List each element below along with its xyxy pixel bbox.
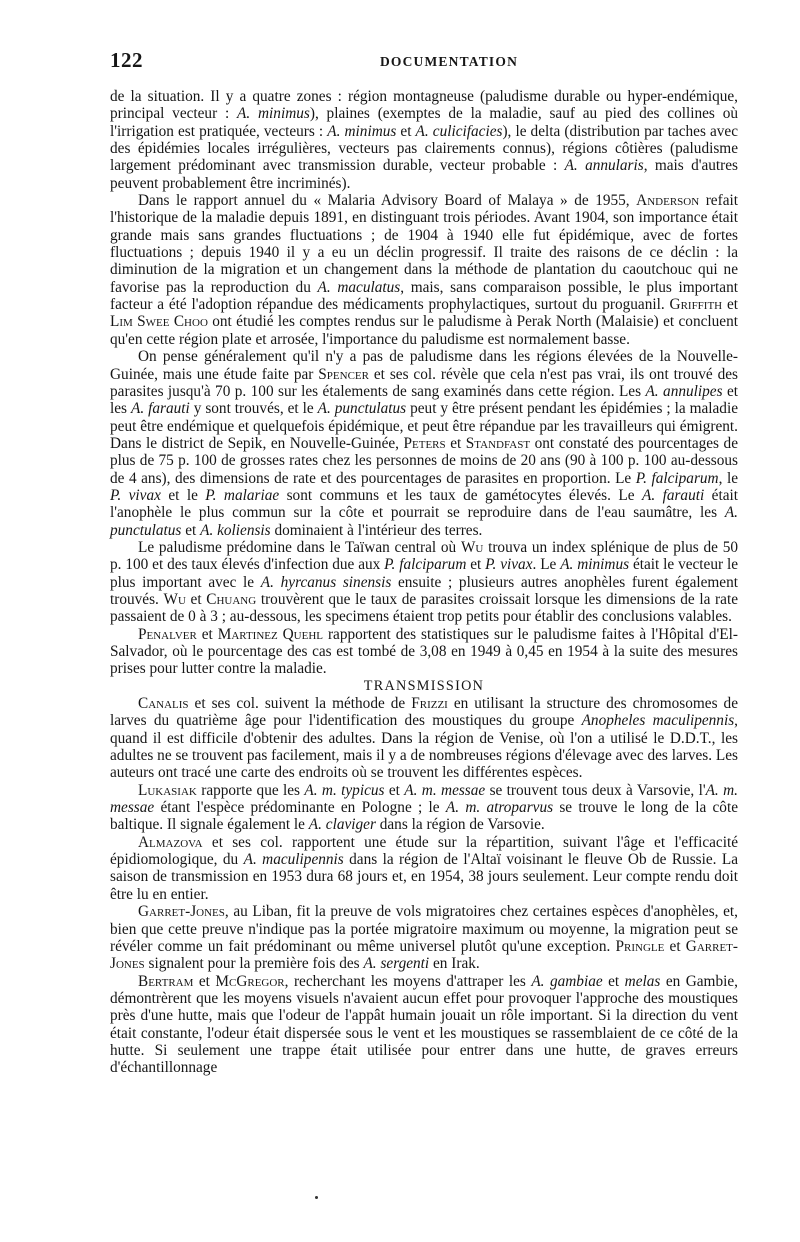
paragraph: Canalis et ses col. suivent la méthode de Frizzi en utilisant la structure des chromosomes de larves du quatrième âge pour l'identification des moustiques du groupe Anopheles maculipennis, quand il est difficile d'obtenir des adultes. Dans la région de Venise, où l'on a utilisé le D.D.T., les adultes ne se trouvent pas facilement, mais il y a de nombreuses régions d'élevage avec des larves. Les auteurs ont tracé une carte des endroits où se trouvent les différentes espèces. [110,695,738,782]
italic-text: P. falciparum [384,556,467,574]
author-name: Martinez Quehl [217,625,324,643]
author-name: Lukasiak [138,781,197,799]
paragraph: Penalver et Martinez Quehl rapportent des statistiques sur le paludisme faites à l'Hôpital d'El-Salvador, où le pourcentage des cas est tombé de 3,08 en 1949 à 0,45 en 1954 à la suite des mesures prises pour lutter contre la maladie. [110,625,738,678]
section-title: TRANSMISSION [363,677,485,694]
print-speck [315,1196,318,1199]
italic-text: P. vivax [110,486,161,504]
italic-text: P. falciparum [635,469,719,487]
author-name: Chuang [206,590,257,608]
italic-text: A. gambiae [531,972,603,990]
italic-text: A. sergenti [363,955,430,973]
body-text [110,88,738,1077]
author-name: Spencer [318,365,369,383]
author-name: Wu [460,538,484,556]
author-name: Pringle [615,937,665,955]
author-name: Garret-Jones [110,937,738,973]
italic-text: A. farauti [641,486,705,504]
italic-text: A. punctulatus [110,504,738,539]
italic-text: A. koliensis [200,521,271,539]
author-name: Lim Swee Choo [110,313,208,331]
italic-text: A. culicifacies [415,122,503,140]
italic-text: A. maculatus [317,278,401,296]
italic-text: A. annularis [564,157,644,175]
italic-text: A. claviger [308,816,376,834]
author-name: McGregor [215,972,285,990]
page-header [110,48,740,78]
author-name: Standfast [465,434,531,452]
author-name: Anderson [636,192,700,210]
running-head: DOCUMENTATION [379,54,519,69]
italic-text: A. m. messae [404,781,486,799]
author-name: Almazova [138,833,203,851]
paragraph: On pense généralement qu'il n'y a pas de paludisme dans les régions élevées de la Nouvelle-Guinée, mais une étude faite par Spencer et ses col. révèle que cela n'est pas vrai, ils ont trouvé des parasites jusqu'à 70 p. 100 sur les étalements de sang examinés dans cette région. Les A. annulipes et les A. farauti y sont trouvés, et le A. punctulatus peut y être présent pendant les épidémies ; la maladie peut être endémique et quelquefois épidémique, et peut être répandue par les travailleurs qui émigrent. Dans le district de Sepik, en Nouvelle-Guinée, Peters et Standfast ont constaté des pourcentages de plus de 75 p. 100 de grosses rates chez les personnes de moins de 20 ans (90 à 100 p. 100 au-dessous de 4 ans), des dimensions de rate et des pourcentages de parasites en proportion. Le P. falciparum, le P. vivax et le P. malariae sont communs et les taux de gamétocytes élevés. Le A. farauti était l'anophèle le plus commun sur la côte et pourrait se reproduire dans de l'eau saumâtre, les A. punctulatus et A. koliensis dominaient à l'intérieur des terres. [110,348,738,539]
italic-text: A. punctulatus [317,400,407,418]
author-name: Frizzi [411,695,448,713]
italic-text: A. hyrcanus sinensis [260,573,392,591]
italic-text: Anopheles maculipennis [581,712,735,730]
paragraph: Dans le rapport annuel du « Malaria Advisory Board of Malaya » de 1955, Anderson refait l'historique de la maladie depuis 1891, en distinguant trois périodes. Avant 1904, son importance était grande mais sans grandes fluctuations ; de 1904 à 1940 elle fut épidémique, avec de fortes fluctuations ; depuis 1940 il y a eu un déclin progressif. Il traite des raisons de ce déclin : la diminution de la migration et un changement dans la méthode de plantation du caoutchouc qui ne favorise pas la reproduction du A. maculatus, mais, sans comparaison possible, le plus important facteur a été l'adoption répandue des médicaments prophylactiques, surtout du proguanil. Griffith et Lim Swee Choo ont étudié les comptes rendus sur le paludisme à Perak North (Malaisie) et concluent qu'en cette région plate et arrosée, l'importance du paludisme est normalement basse. [110,192,738,348]
italic-text: P. vivax [485,556,533,574]
paragraph: Garret-Jones, au Liban, fit la preuve de vols migratoires chez certaines espèces d'anophèles, et, bien que cette preuve n'indique pas la portée migratoire maximum ou moyenne, la migration peut se révéler comme un fait prédominant ou même universel plutôt qu'une exception. Pringle et Garret-Jones signalent pour la première fois des A. sergenti en Irak. [110,903,738,973]
italic-text: A. minimus [237,105,310,123]
italic-text: melas [624,972,661,990]
paragraph: Almazova et ses col. rapportent une étude sur la répartition, suivant l'âge et l'efficacité épidiomologique, du A. maculipennis dans la région de l'Altaï voisinant le fleuve Ob de Russie. La saison de transmission en 1953 dura 68 jours et, en 1954, 38 jours seulement. Leur compte rendu doit être lu en entier. [110,833,738,903]
italic-text: A. m. typicus [304,781,385,799]
paragraph: Le paludisme prédomine dans le Taïwan central où Wu trouva un index splénique de plus de 50 p. 100 et des taux élevés d'infection due aux P. falciparum et P. vivax. Le A. minimus était le vecteur le plus important avec le A. hyrcanus sinensis ensuite ; plusieurs autres anophèles furent également trouvés. Wu et Chuang trouvèrent que le taux de parasites croissait lorsque les dimensions de la rate passaient de 0 à 3 ; au-dessous, les specimens étaient trop petits pour établir des conclusions valables. [110,538,738,626]
author-name: Bertram [138,972,194,990]
author-name: Peters [403,434,446,452]
italic-text: A. minimus [560,556,630,574]
italic-text: A. m. messae [110,781,738,817]
page-number: 122 [110,48,143,72]
author-name: Griffith [669,296,723,314]
paragraph: de la situation. Il y a quatre zones : région montagneuse (paludisme durable ou hyper-endémique, principal vecteur : A. minimus), plaines (exemptes de la maladie, sauf au pied des collines où l'irrigation est pratiquée, vecteurs : A. minimus et A. culicifacies), le delta (distribution par taches avec des épidémies locales irrégulières, vecteurs pas clairements connus), régions côtières (paludisme largement prédominant avec transmission durable, vecteur probable : A. annularis, mais d'autres peuvent probablement être incriminés). [110,88,738,192]
italic-text: A. minimus [327,122,397,140]
author-name: Penalver [138,625,197,643]
author-name: Garret-Jones [138,903,225,921]
italic-text: A. annulipes [645,382,723,400]
italic-text: A. m. atroparvus [445,799,554,817]
paragraph: Bertram et McGregor, recherchant les moyens d'attraper les A. gambiae et melas en Gambie, démontrèrent que les moyens visuels n'avaient aucun effet pour provoquer l'approche des moustiques près d'une hutte, mais que l'odeur de l'appât humain jouait un rôle important. Si la direction du vent était constante, l'odeur était dispersée sous le vent et les moustiques se rassemblaient de ce côté de la hutte. Si seulement une trappe était utilisée pour entrer dans une hutte, de graves erreurs d'échantillonnage [110,972,738,1077]
italic-text: A. maculipennis [243,851,344,869]
italic-text: A. farauti [130,400,190,418]
author-name: Canalis [138,695,189,713]
author-name: Wu [163,590,186,608]
paragraph: Lukasiak rapporte que les A. m. typicus et A. m. messae se trouvent tous deux à Varsovie, l'A. m. messae étant l'espèce prédominante en Pologne ; le A. m. atroparvus se trouve le long de la côte baltique. Il signale également le A. claviger dans la région de Varsovie. [110,781,738,834]
italic-text: P. malariae [205,486,280,504]
